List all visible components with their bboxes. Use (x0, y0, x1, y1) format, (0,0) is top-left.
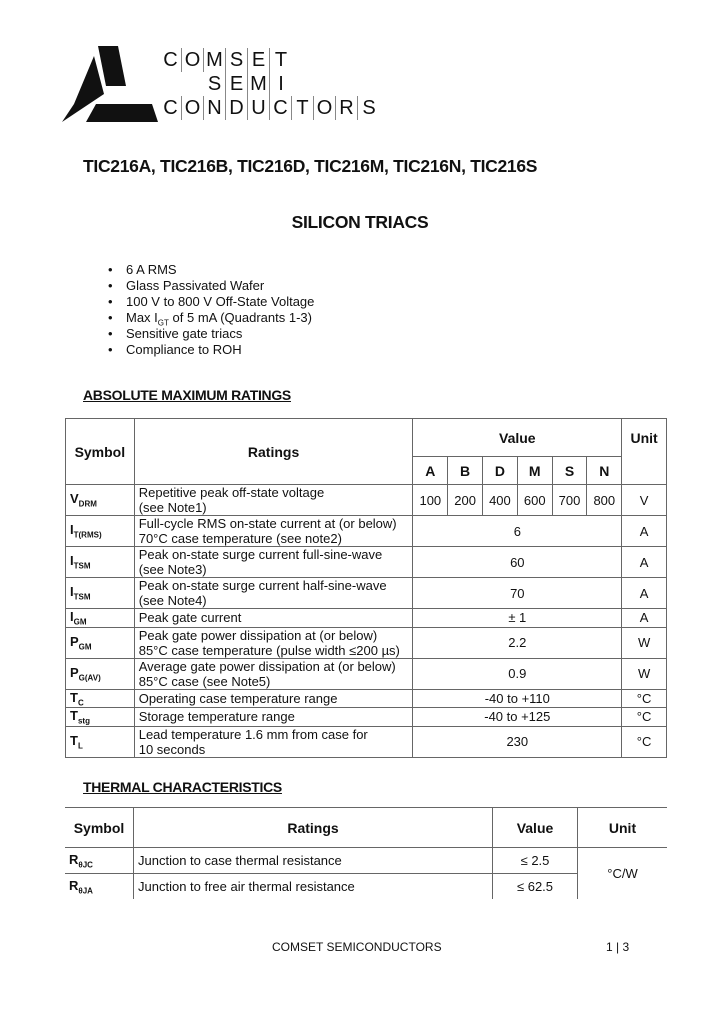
feature-item: • 6 A RMS (108, 262, 314, 278)
wordmark-letter: D (226, 96, 248, 120)
value-cell: ± 1 (413, 609, 622, 628)
wordmark-letter: O (182, 96, 204, 120)
amr-heading: ABSOLUTE MAXIMUM RATINGS (83, 387, 291, 403)
table-row (66, 708, 667, 727)
value-cell: 200 (448, 485, 483, 516)
rating-cell: Junction to free air thermal resistance (134, 874, 493, 900)
value-cell: ≤ 62.5 (493, 874, 578, 900)
symbol-cell: $I_{TSM}$ (66, 547, 135, 578)
value-cell: 400 (483, 485, 518, 516)
wordmark-letter: C (160, 48, 182, 72)
value-cell: 70 (413, 578, 622, 609)
symbol-cell: $I_{TSM}$ (66, 578, 135, 609)
col-ratings: Ratings (134, 419, 413, 485)
wordmark-letter: C (270, 96, 292, 120)
rating-cell: Peak on-state surge current full-sine-wave (see Note3) (134, 547, 413, 578)
wordmark-letter: S (226, 48, 248, 72)
wordmark-letter: R (336, 96, 358, 120)
value-cell: 100 (413, 485, 448, 516)
wordmark-letter: M (248, 72, 270, 96)
symbol-cell: $T_C$ (66, 689, 135, 708)
feature-item: • Glass Passivated Wafer (108, 278, 314, 294)
grade-header: N (587, 457, 622, 485)
symbol-cell: $P_{GM}$ (66, 627, 135, 658)
value-cell: -40 to +110 (413, 689, 622, 708)
feature-item: • Sensitive gate triacs (108, 326, 314, 342)
wordmark-letter: M (204, 48, 226, 72)
table-row (66, 547, 667, 578)
col-unit: Unit (578, 808, 668, 848)
symbol-cell: $T_{stg}$ (66, 708, 135, 727)
feature-item: • 100 V to 800 V Off-State Voltage (108, 294, 314, 310)
symbol-cell: $V_{DRM}$ (66, 485, 135, 516)
value-cell: -40 to +125 (413, 708, 622, 727)
rating-cell: Lead temperature 1.6 mm from case for 10 seconds (134, 726, 413, 757)
grade-header: M (517, 457, 552, 485)
value-cell: 800 (587, 485, 622, 516)
rating-cell: Full-cycle RMS on-state current at (or below) 70°C case temperature (see note2) (134, 516, 413, 547)
feature-item: • Compliance to ROH (108, 342, 314, 358)
rating-cell: Junction to case thermal resistance (134, 848, 493, 874)
value-cell: 230 (413, 726, 622, 757)
unit-cell: °C (622, 689, 667, 708)
col-unit: Unit (622, 419, 667, 457)
wordmark-row-2 (160, 72, 380, 96)
table-row (66, 627, 667, 658)
table-row (66, 689, 667, 708)
unit-cell: W (622, 658, 667, 689)
footer-company: COMSET SEMICONDUCTORS (272, 940, 442, 954)
thermal-heading: THERMAL CHARACTERISTICS (83, 779, 282, 795)
company-wordmark (160, 48, 380, 120)
grade-header: D (483, 457, 518, 485)
col-symbol: Symbol (65, 808, 134, 848)
logo-mark-icon (60, 44, 160, 126)
unit-cell: A (622, 516, 667, 547)
symbol-cell: $I_{GM}$ (66, 609, 135, 628)
wordmark-letter: S (204, 72, 226, 96)
rating-cell: Operating case temperature range (134, 689, 413, 708)
wordmark-letter: E (248, 48, 270, 72)
table-row (66, 578, 667, 609)
wordmark-letter: T (292, 96, 314, 120)
col-value: Value (413, 419, 622, 457)
symbol-cell: $R_{\theta JC}$ (65, 848, 134, 874)
value-cell: 600 (517, 485, 552, 516)
absolute-max-ratings-table (65, 418, 667, 758)
symbol-cell: $P_{G(AV)}$ (66, 658, 135, 689)
value-cell: 6 (413, 516, 622, 547)
grade-header: S (552, 457, 587, 485)
wordmark-letter: T (274, 49, 288, 71)
table-row (66, 609, 667, 628)
feature-list (108, 262, 314, 358)
unit-cell: V (622, 485, 667, 516)
unit-header-spacer (622, 457, 667, 485)
rating-cell: Storage temperature range (134, 708, 413, 727)
table-row (66, 485, 667, 516)
unit-cell: A (622, 609, 667, 628)
value-cell: 60 (413, 547, 622, 578)
feature-item: • Max $I_{GT}$ of 5 mA (Quadrants 1-3) (108, 310, 314, 326)
col-value: Value (493, 808, 578, 848)
page-number: 1 | 3 (606, 940, 630, 954)
col-symbol: Symbol (66, 419, 135, 485)
wordmark-letter: I (278, 73, 284, 95)
symbol-cell: $I_{T(RMS)}$ (66, 516, 135, 547)
wordmark-letter: E (226, 72, 248, 96)
unit-cell: °C (622, 708, 667, 727)
rating-cell: Peak gate power dissipation at (or below) 85°C case temperature (pulse width ≤200 µs) (134, 627, 413, 658)
symbol-cell: $T_L$ (66, 726, 135, 757)
unit-cell: W (622, 627, 667, 658)
grade-header: A (413, 457, 448, 485)
wordmark-letter: O (314, 96, 336, 120)
rating-cell: Peak gate current (134, 609, 413, 628)
wordmark-row-3 (160, 96, 380, 120)
wordmark-letter: C (160, 96, 182, 120)
unit-cell: A (622, 547, 667, 578)
grade-header: B (448, 457, 483, 485)
col-ratings: Ratings (134, 808, 493, 848)
wordmark-letter: O (182, 48, 204, 72)
wordmark-letter: N (204, 96, 226, 120)
unit-cell: °C (622, 726, 667, 757)
table-row (66, 516, 667, 547)
value-cell: ≤ 2.5 (493, 848, 578, 874)
wordmark-row-1 (160, 48, 380, 72)
value-cell: 700 (552, 485, 587, 516)
rating-cell: Average gate power dissipation at (or below) 85°C case (see Note5) (134, 658, 413, 689)
page-title: TIC216A, TIC216B, TIC216D, TIC216M, TIC216N, TIC216S (83, 156, 538, 176)
table-row (66, 726, 667, 757)
thermal-characteristics-table (65, 807, 667, 899)
table-row (66, 658, 667, 689)
wordmark-letter: U (248, 96, 270, 120)
symbol-cell: $R_{\theta JA}$ (65, 874, 134, 900)
wordmark-letter: S (362, 97, 376, 119)
unit-cell: A (622, 578, 667, 609)
unit-cell: °C/W (578, 848, 668, 900)
value-cell: 0.9 (413, 658, 622, 689)
page-subtitle: SILICON TRIACS (291, 212, 429, 232)
value-cell: 2.2 (413, 627, 622, 658)
rating-cell: Repetitive peak off-state voltage (see Note1) (134, 485, 413, 516)
rating-cell: Peak on-state surge current half-sine-wave (see Note4) (134, 578, 413, 609)
